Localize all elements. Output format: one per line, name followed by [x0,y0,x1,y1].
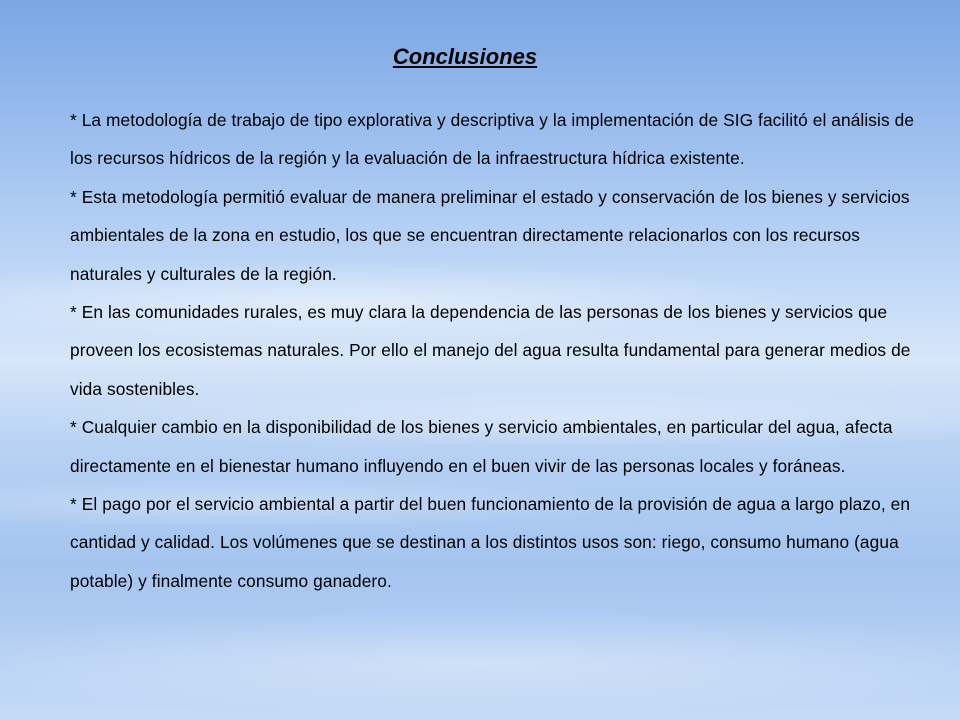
slide-body [70,101,920,600]
conclusion-paragraph-3: * En las comunidades rurales, es muy clara la dependencia de las personas de los bienes y servicios que proveen los ecosistemas naturales. Por ello el manejo del agua resulta fundamental para generar medios de vida sostenibles. [70,302,911,399]
conclusion-paragraph-5: * El pago por el servicio ambiental a partir del buen funcionamiento de la provisión de agua a largo plazo, en cantidad y calidad. Los volúmenes que se destinan a los distintos usos son: riego, consumo humano (agua potable) y finalmente consumo ganadero. [70,494,911,591]
conclusion-paragraph-2: * Esta metodología permitió evaluar de manera preliminar el estado y conservación de los bienes y servicios ambientales de la zona en estudio, los que se encuentran directamente relacionarlos con los recursos naturales y culturales de la región. [70,186,910,284]
conclusion-paragraph-4: * Cualquier cambio en la disponibilidad de los bienes y servicio ambientales, en particular del agua, afecta directamente en el bienestar humano influyendo en el buen vivir de las personas locales y foráneas. [70,417,893,476]
slide-title: Conclusiones [392,44,538,69]
conclusion-paragraph-1: * La metodología de trabajo de tipo explorativa y descriptiva y la implementación de SIG facilitó el análisis de los recursos hídricos de la región y la evaluación de la infraestructura hídrica existente. [70,110,915,169]
